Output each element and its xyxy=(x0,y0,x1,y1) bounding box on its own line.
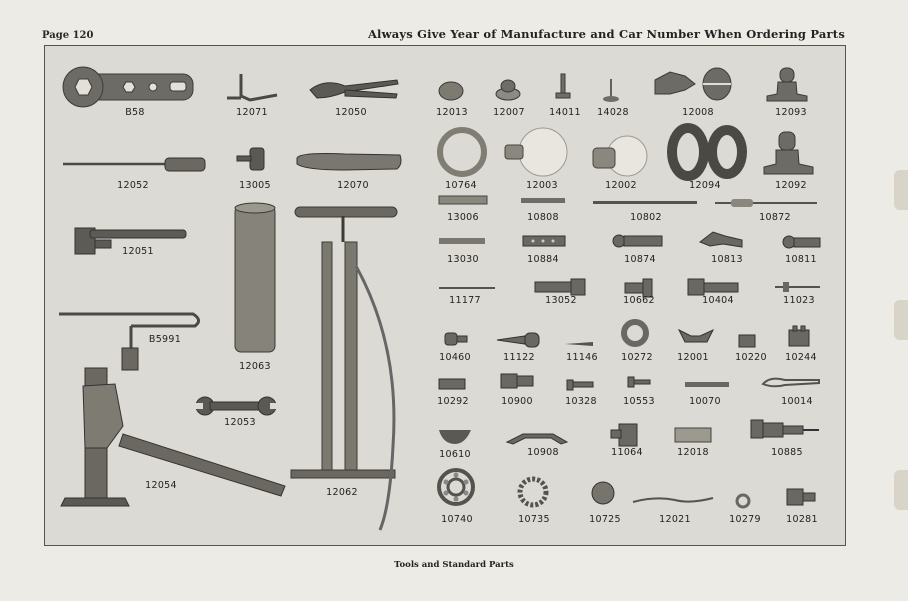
button-cap-icon xyxy=(439,82,463,100)
part-number-label: 10813 xyxy=(711,254,743,265)
part-number-label: 10553 xyxy=(623,396,655,407)
ball-bearing-icon xyxy=(439,470,473,504)
tool-roll-icon xyxy=(235,203,275,352)
headlamp-bulb-icon xyxy=(505,128,567,176)
part-number-label: 10885 xyxy=(771,447,803,458)
wood-screw-icon xyxy=(497,333,539,347)
part-number-label: 12054 xyxy=(145,480,177,491)
part-number-label: 10725 xyxy=(589,514,621,525)
tee-fitting-icon xyxy=(611,424,637,446)
part-number-label: 10014 xyxy=(781,396,813,407)
part-number-label: 10279 xyxy=(729,514,761,525)
plug-icon xyxy=(501,374,533,388)
fastener-base-icon xyxy=(764,132,813,174)
part-number-label: 12063 xyxy=(239,361,271,372)
part-number-label: 10070 xyxy=(689,396,721,407)
part-number-label: 13005 xyxy=(239,180,271,191)
screwdriver-icon xyxy=(63,158,205,171)
page-number: Page 120 xyxy=(42,30,94,41)
part-number-label: 12007 xyxy=(493,107,525,118)
fastener-base-icon xyxy=(767,68,807,101)
wire-icon xyxy=(633,498,713,502)
wrench-hex-icon xyxy=(63,67,193,107)
part-number-label: 10662 xyxy=(623,295,655,306)
wing-nut-icon xyxy=(679,330,713,342)
part-number-label: 10900 xyxy=(501,396,533,407)
part-number-label: 10740 xyxy=(441,514,473,525)
woodruff-key-icon xyxy=(439,430,471,444)
washer-pair-icon xyxy=(672,128,742,176)
part-number-label: 10404 xyxy=(702,295,734,306)
rivet-icon xyxy=(567,380,593,390)
terminal-icon xyxy=(613,235,662,247)
part-number-label: 10808 xyxy=(527,212,559,223)
part-number-label: B58 xyxy=(125,107,145,118)
screw-icon xyxy=(556,74,570,98)
knob-icon xyxy=(237,148,264,170)
part-number-label: 10884 xyxy=(527,254,559,265)
part-number-label: 12018 xyxy=(677,447,709,458)
index-tab xyxy=(894,170,908,210)
part-number-label: 10802 xyxy=(630,212,662,223)
clip-icon xyxy=(700,232,742,247)
index-tab xyxy=(894,300,908,340)
part-number-label: 10874 xyxy=(624,254,656,265)
part-number-label: 12062 xyxy=(326,487,358,498)
tire-pump-icon xyxy=(291,207,397,530)
part-number-label: 12003 xyxy=(526,180,558,191)
part-number-label: 10872 xyxy=(759,212,791,223)
threaded-stud-icon xyxy=(439,379,465,389)
part-number-label: 10764 xyxy=(445,180,477,191)
part-number-label: 12070 xyxy=(337,180,369,191)
valve-tool-icon xyxy=(227,74,277,100)
part-number-label: 13030 xyxy=(447,254,479,265)
part-number-label: 10610 xyxy=(439,449,471,460)
dowel-icon xyxy=(685,382,729,387)
part-number-label: 13052 xyxy=(545,295,577,306)
part-number-label: B5991 xyxy=(148,334,182,345)
parts-plate xyxy=(44,45,846,546)
castle-nut-icon xyxy=(789,326,809,346)
bolt-icon xyxy=(535,279,585,295)
part-number-label: 10281 xyxy=(786,514,818,525)
part-number-label: 12053 xyxy=(224,417,256,428)
snap-fastener-icon xyxy=(496,80,520,100)
part-number-label: 14028 xyxy=(597,107,629,118)
part-number-label: 12051 xyxy=(122,246,154,257)
small-washer-icon xyxy=(737,495,749,507)
lock-washer-star-icon xyxy=(520,479,546,505)
sleeve-icon xyxy=(439,196,487,204)
felt-icon xyxy=(675,428,711,442)
terminal-icon xyxy=(783,236,820,248)
part-number-label: 12001 xyxy=(677,352,709,363)
tack-icon xyxy=(603,79,619,102)
part-number-label: 12052 xyxy=(117,180,149,191)
curtain-fastener-icon xyxy=(655,68,731,100)
part-number-label: 10220 xyxy=(735,352,767,363)
gasket-ring-icon xyxy=(440,130,484,174)
part-number-label: 11023 xyxy=(783,295,815,306)
part-number-label: 11146 xyxy=(566,352,598,363)
part-number-label: 10811 xyxy=(785,254,817,265)
needle-valve-icon xyxy=(715,199,817,207)
long-rod-icon xyxy=(593,201,697,204)
index-tab xyxy=(894,470,908,510)
part-number-label: 11064 xyxy=(611,447,643,458)
perforated-tube-icon xyxy=(523,236,565,246)
cotter-pin-icon xyxy=(763,379,819,387)
page-heading: Always Give Year of Manufacture and Car Number When Ordering Parts xyxy=(367,27,845,41)
part-number-label: 10244 xyxy=(785,352,817,363)
part-number-label: 10908 xyxy=(527,447,559,458)
page-footer: Tools and Standard Parts xyxy=(394,560,514,570)
part-number-label: 12021 xyxy=(659,514,691,525)
steel-ball-icon xyxy=(592,482,614,504)
pliers-icon xyxy=(310,80,398,98)
bulb-icon xyxy=(593,136,647,176)
small-screw-icon xyxy=(565,342,593,346)
tire-tool-icon xyxy=(297,154,401,171)
part-number-label: 10735 xyxy=(518,514,550,525)
part-number-label: 12050 xyxy=(335,107,367,118)
part-number-label: 12071 xyxy=(236,107,268,118)
part-number-label: 12002 xyxy=(605,180,637,191)
part-number-label: 12093 xyxy=(775,107,807,118)
part-number-label: 12094 xyxy=(689,180,721,191)
part-number-label: 10292 xyxy=(437,396,469,407)
spark-plug-icon xyxy=(751,420,819,438)
lock-washer-icon xyxy=(624,322,646,344)
part-number-label: 12013 xyxy=(436,107,468,118)
part-number-label: 10328 xyxy=(565,396,597,407)
rivet-icon xyxy=(628,377,650,387)
part-number-label: 10460 xyxy=(439,352,471,363)
part-number-label: 13006 xyxy=(447,212,479,223)
hex-bolt-icon xyxy=(688,279,738,295)
strap-icon xyxy=(507,434,567,444)
part-number-label: 12008 xyxy=(682,107,714,118)
part-number-label: 11177 xyxy=(449,295,481,306)
part-number-label: 10272 xyxy=(621,352,653,363)
part-number-label: 12092 xyxy=(775,180,807,191)
rod-icon xyxy=(439,238,485,244)
hex-nut-icon xyxy=(739,335,755,347)
open-end-wrench-icon xyxy=(195,397,278,415)
part-number-label: 14011 xyxy=(549,107,581,118)
union-fitting-icon xyxy=(787,489,815,505)
rod-icon xyxy=(521,198,565,203)
pin-icon xyxy=(775,282,820,292)
screw-icon xyxy=(445,333,467,345)
part-number-label: 11122 xyxy=(503,352,535,363)
